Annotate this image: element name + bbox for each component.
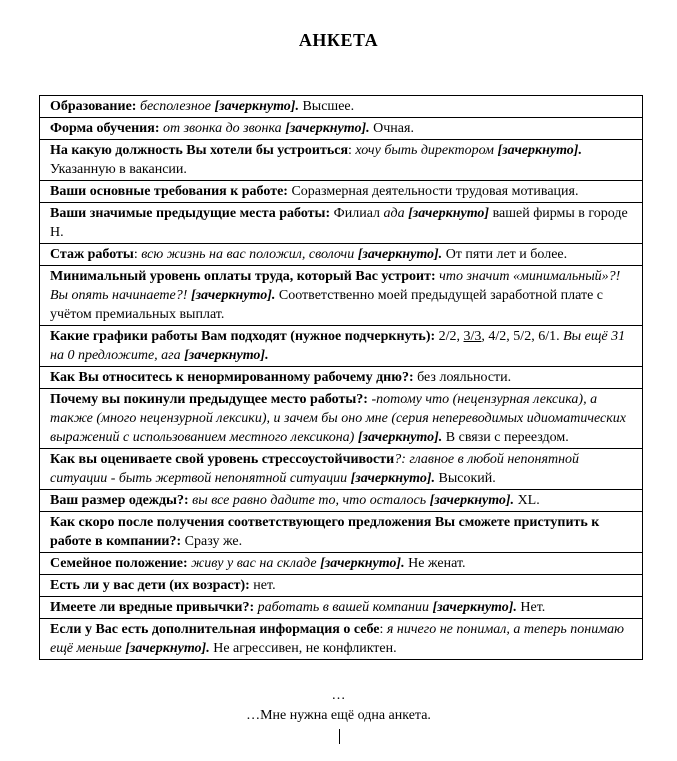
form-cell-schedule: [40, 326, 643, 367]
form-cell-start-date: [40, 512, 643, 553]
answer-text: Не женат.: [404, 556, 466, 571]
question-label: Ваши значимые предыдущие места работы:: [50, 206, 331, 221]
crossed-out-mark: [зачеркнуто].: [432, 600, 517, 615]
crossed-out-mark: [зачеркнуто]: [408, 206, 490, 221]
table-row: [40, 367, 643, 389]
question-label: Есть ли у вас дети (их возраст):: [50, 578, 250, 593]
table-row: [40, 326, 643, 367]
answer-italic: я ничего не понимал, а теперь понимаю ещё меньше: [50, 622, 625, 656]
form-cell-clothing-size: [40, 490, 643, 512]
question-label: Семейное положение:: [50, 556, 188, 571]
table-row: [40, 118, 643, 140]
answer-text: :: [133, 247, 142, 262]
table-row: [40, 512, 643, 553]
crossed-out-mark: [зачеркнуто].: [190, 288, 276, 303]
form-cell-bad-habits: [40, 597, 643, 619]
table-row: [40, 490, 643, 512]
answer-text: Сразу же.: [181, 534, 243, 549]
crossed-out-mark: [зачеркнуто].: [184, 348, 269, 363]
question-label: Стаж работы: [50, 247, 134, 262]
answer-italic: бесполезное: [136, 99, 215, 114]
table-row: [40, 203, 643, 244]
table-row: [40, 449, 643, 490]
page-title: АНКЕТА: [298, 30, 379, 50]
crossed-out-mark: [зачеркнуто].: [357, 247, 443, 262]
answer-text: Очная.: [369, 121, 414, 136]
crossed-out-mark: [зачеркнуто].: [285, 121, 370, 136]
question-label: На какую должность Вы хотели бы устроиться: [50, 143, 349, 158]
answer-italic: -потому что (нецензурная лексика), а также (много нецензурной лексики), и зачем бы оно мне (серия непереводимых идиоматических выражений с использованием местного лексикона): [50, 392, 627, 445]
table-row: [40, 389, 643, 449]
table-row: [40, 181, 643, 203]
answer-text: От пяти лет и более.: [442, 247, 568, 262]
question-label: Ваши основные требования к работе:: [50, 184, 288, 199]
question-label: Если у Вас есть дополнительная информация о себе: [50, 622, 380, 637]
question-label: Как скоро после получения соответствующего предложения Вы сможете приступить к работе в компании?:: [50, 515, 600, 549]
underlined-option: 3/3: [463, 329, 482, 344]
form-cell-marital-status: [40, 553, 643, 575]
question-label: Ваш размер одежды?:: [50, 493, 189, 508]
question-label: Как Вы относитесь к ненормированному рабочему дню?:: [50, 370, 414, 385]
answer-text: Соразмерная деятельности трудовая мотивация.: [287, 184, 579, 199]
closing-line: …Мне нужна ещё одна анкета.: [246, 708, 431, 723]
answer-text: Не агрессивен, не конфликтен.: [209, 641, 397, 656]
crossed-out-mark: [зачеркнуто].: [357, 430, 443, 445]
form-cell-requirements: [40, 181, 643, 203]
form-cell-min-salary: [40, 266, 643, 326]
answer-text: :: [348, 143, 356, 158]
answer-italic: ?: главное в любой непонятной ситуации - быть жертвой непонятной ситуации: [50, 452, 580, 486]
question-label: Имеете ли вредные привычки?:: [50, 600, 255, 615]
answer-italic: от звонка до звонка: [159, 121, 286, 136]
form-cell-experience: [40, 244, 643, 266]
answer-italic: ада: [383, 206, 409, 221]
answer-text: В связи с переездом.: [442, 430, 569, 445]
form-cell-stress: [40, 449, 643, 490]
question-label: Форма обучения:: [50, 121, 160, 136]
crossed-out-mark: [зачеркнуто].: [214, 99, 299, 114]
crossed-out-mark: [зачеркнуто].: [125, 641, 210, 656]
answer-text: Нет.: [516, 600, 546, 615]
crossed-out-mark: [зачеркнуто].: [497, 143, 582, 158]
answer-italic: Вы ещё 31 на 0 предложите, ага: [50, 329, 626, 363]
question-label: Минимальный уровень оплаты труда, который Вас устроит:: [50, 269, 436, 284]
answer-text: Высшее.: [298, 99, 355, 114]
ellipsis-line: …: [331, 688, 346, 703]
answer-italic: хочу быть директором: [355, 143, 498, 158]
answer-text: Филиал: [330, 206, 384, 221]
answer-italic: что значит «минимальный»?! Вы опять начинаете?!: [50, 269, 621, 303]
answer-text: Указанную в вакансии.: [50, 162, 187, 177]
table-row: [40, 96, 643, 118]
answer-text: без лояльности.: [413, 370, 512, 385]
crossed-out-mark: [зачеркнуто].: [320, 556, 405, 571]
answer-text: нет.: [249, 578, 276, 593]
form-cell-children: [40, 575, 643, 597]
question-label: Почему вы покинули предыдущее место работы?:: [50, 392, 368, 407]
questionnaire-table: [39, 95, 643, 660]
answer-italic: вы все равно дадите то, что осталось: [188, 493, 430, 508]
table-row: [40, 266, 643, 326]
answer-text: Высокий.: [435, 471, 496, 486]
text-cursor: [339, 729, 340, 744]
crossed-out-mark: [зачеркнуто].: [429, 493, 515, 508]
answer-text: вашей фирмы в городе Н.: [50, 206, 628, 240]
form-cell-reason-leaving: [40, 389, 643, 449]
answer-text: Соответственно моей предыдущей заработной плате с учётом премиальных выплат.: [50, 288, 604, 322]
table-row: [40, 140, 643, 181]
answer-italic: живу у вас на складе: [187, 556, 321, 571]
question-label: Образование:: [50, 99, 137, 114]
form-cell-additional-info: [40, 619, 643, 660]
form-cell-education: [40, 96, 643, 118]
answer-italic: всю жизнь на вас положил, сволочи: [141, 247, 358, 262]
answer-text: :: [379, 622, 387, 637]
form-cell-overtime: [40, 367, 643, 389]
crossed-out-mark: [зачеркнуто].: [350, 471, 436, 486]
answer-text: XL.: [514, 493, 540, 508]
question-label: Как вы оцениваете свой уровень стрессоустойчивости: [50, 452, 395, 467]
form-cell-position: [40, 140, 643, 181]
table-row: [40, 619, 643, 660]
form-cell-study-form: [40, 118, 643, 140]
answer-text: , 4/2, 5/2, 6/1.: [481, 329, 560, 344]
table-row: [40, 597, 643, 619]
table-row: [40, 244, 643, 266]
table-row: [40, 553, 643, 575]
table-row: [40, 575, 643, 597]
question-label: Какие графики работы Вам подходят (нужное подчеркнуть):: [50, 329, 436, 344]
answer-italic: работать в вашей компании: [254, 600, 433, 615]
answer-text: 2/2,: [435, 329, 464, 344]
form-cell-previous-jobs: [40, 203, 643, 244]
